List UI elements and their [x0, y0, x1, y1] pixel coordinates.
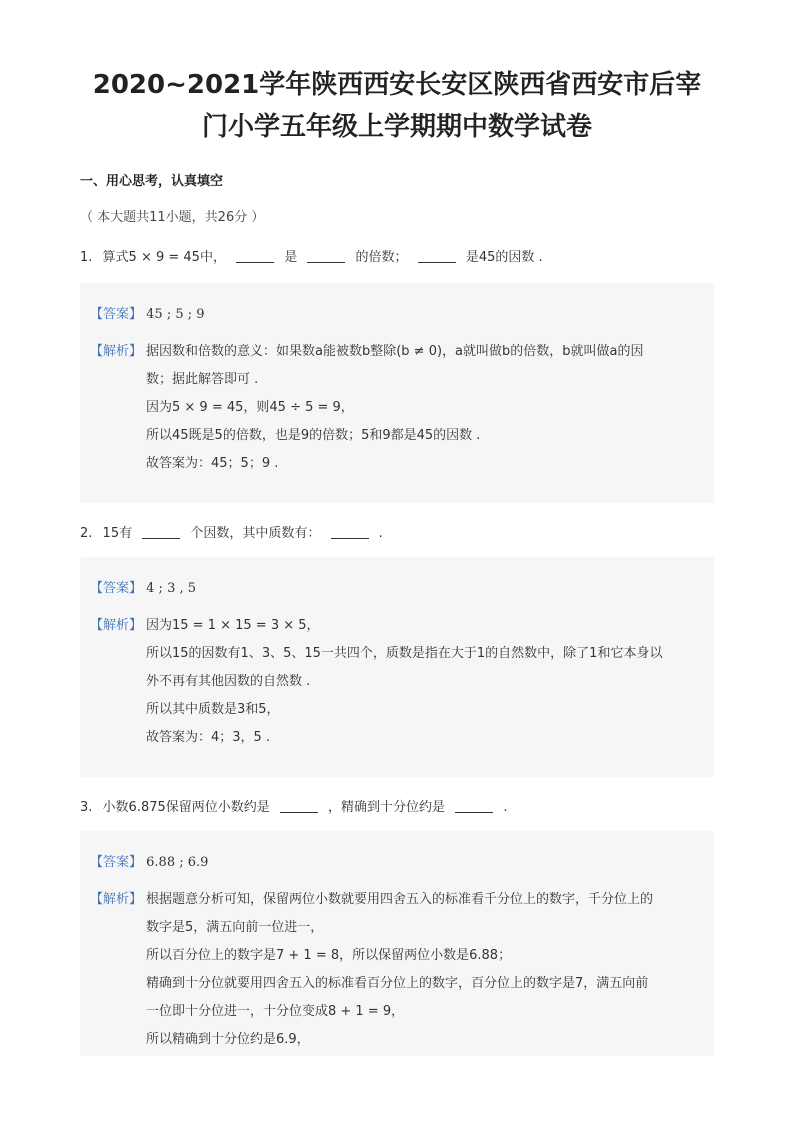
answer-label: 【答案】 — [90, 855, 143, 870]
analysis-label-row — [90, 614, 142, 633]
analysis-line: 精确到十分位就要用四舍五入的标准看百分位上的数字，百分位上的数字是7，满五向前 — [146, 976, 649, 991]
analysis-line: 所以百分位上的数字是7 + 1 = 8，所以保留两位小数是6.88； — [146, 948, 512, 963]
answer-value: 4 ; 3 , 5 — [146, 581, 197, 596]
question-text: 小数6.875保留两位小数约是 — [102, 800, 270, 815]
answer-blank[interactable] — [142, 526, 180, 539]
answer-value: 6.88 ; 6.9 — [146, 855, 209, 870]
answer-row — [90, 577, 196, 596]
question-text: 15有 — [102, 526, 133, 541]
question-text: . — [378, 526, 383, 541]
answer-blank[interactable] — [331, 526, 369, 539]
analysis-line: 根据题意分析可知，保留两位小数就要用四舍五入的标准看千分位上的数字，千分位上的 — [146, 892, 654, 907]
solution-box-1 — [80, 283, 714, 503]
question-text: 是45的因数 . — [465, 250, 543, 265]
question-text: ，精确到十分位约是 — [328, 800, 446, 815]
analysis-line: 数字是5，满五向前一位进一， — [146, 920, 324, 935]
analysis-label: 【解析】 — [90, 344, 143, 359]
solution-box-3 — [80, 831, 714, 1056]
analysis-line: 所以其中质数是3和5， — [146, 702, 280, 717]
analysis-line: 故答案为：4；3，5 . — [146, 730, 271, 745]
solution-box-2 — [80, 557, 714, 777]
question-3 — [80, 796, 507, 815]
question-text: 是 — [284, 250, 298, 265]
question-text: 个因数，其中质数有： — [190, 526, 321, 541]
analysis-line: 所以精确到十分位约是6.9， — [146, 1032, 310, 1047]
analysis-label: 【解析】 — [90, 618, 143, 633]
answer-blank[interactable] — [455, 800, 493, 813]
answer-row — [90, 851, 208, 870]
question-text: 的倍数； — [355, 250, 408, 265]
question-1 — [80, 246, 543, 265]
analysis-line: 外不再有其他因数的自然数 . — [146, 674, 311, 689]
analysis-line: 据因数和倍数的意义：如果数a能被数b整除(b ≠ 0)，a就叫做b的倍数，b就叫做a的因 — [146, 344, 644, 359]
answer-blank[interactable] — [280, 800, 318, 813]
analysis-line: 因为5 × 9 = 45，则45 ÷ 5 = 9， — [146, 400, 354, 415]
answer-value: 45 ; 5 ; 9 — [146, 307, 205, 322]
page-title — [60, 64, 734, 148]
question-number: 2. — [80, 526, 93, 541]
title-line-2: 门小学五年级上学期期中数学试卷 — [201, 112, 592, 142]
question-2 — [80, 522, 383, 541]
answer-row — [90, 303, 205, 322]
answer-label: 【答案】 — [90, 581, 143, 596]
analysis-line: 所以45既是5的倍数，也是9的倍数；5和9都是45的因数 . — [146, 428, 481, 443]
answer-label: 【答案】 — [90, 307, 143, 322]
analysis-line: 所以15的因数有1、3、5、15一共四个，质数是指在大于1的自然数中，除了1和它本身以 — [146, 646, 663, 661]
answer-blank[interactable] — [307, 250, 345, 263]
question-number: 1. — [80, 250, 93, 265]
title-line-1: 2020~2021学年陕西西安长安区陕西省西安市后宰 — [92, 70, 702, 100]
analysis-line: 故答案为：45；5；9 . — [146, 456, 279, 471]
question-text: 算式5 × 9 = 45中， — [102, 250, 226, 265]
question-number: 3. — [80, 800, 93, 815]
analysis-line: 一位即十分位进一，十分位变成8 + 1 = 9， — [146, 1004, 405, 1019]
question-text: . — [503, 800, 508, 815]
section-info: （ 本大题共11小题，共26分 ） — [80, 210, 265, 225]
analysis-line: 数；据此解答即可 . — [146, 372, 259, 387]
analysis-line: 因为15 = 1 × 15 = 3 × 5， — [146, 618, 320, 633]
section-heading: 一、用心思考，认真填空 — [80, 174, 224, 189]
answer-blank[interactable] — [418, 250, 456, 263]
analysis-label: 【解析】 — [90, 892, 143, 907]
analysis-label-row — [90, 888, 142, 907]
analysis-label-row — [90, 340, 142, 359]
answer-blank[interactable] — [236, 250, 274, 263]
